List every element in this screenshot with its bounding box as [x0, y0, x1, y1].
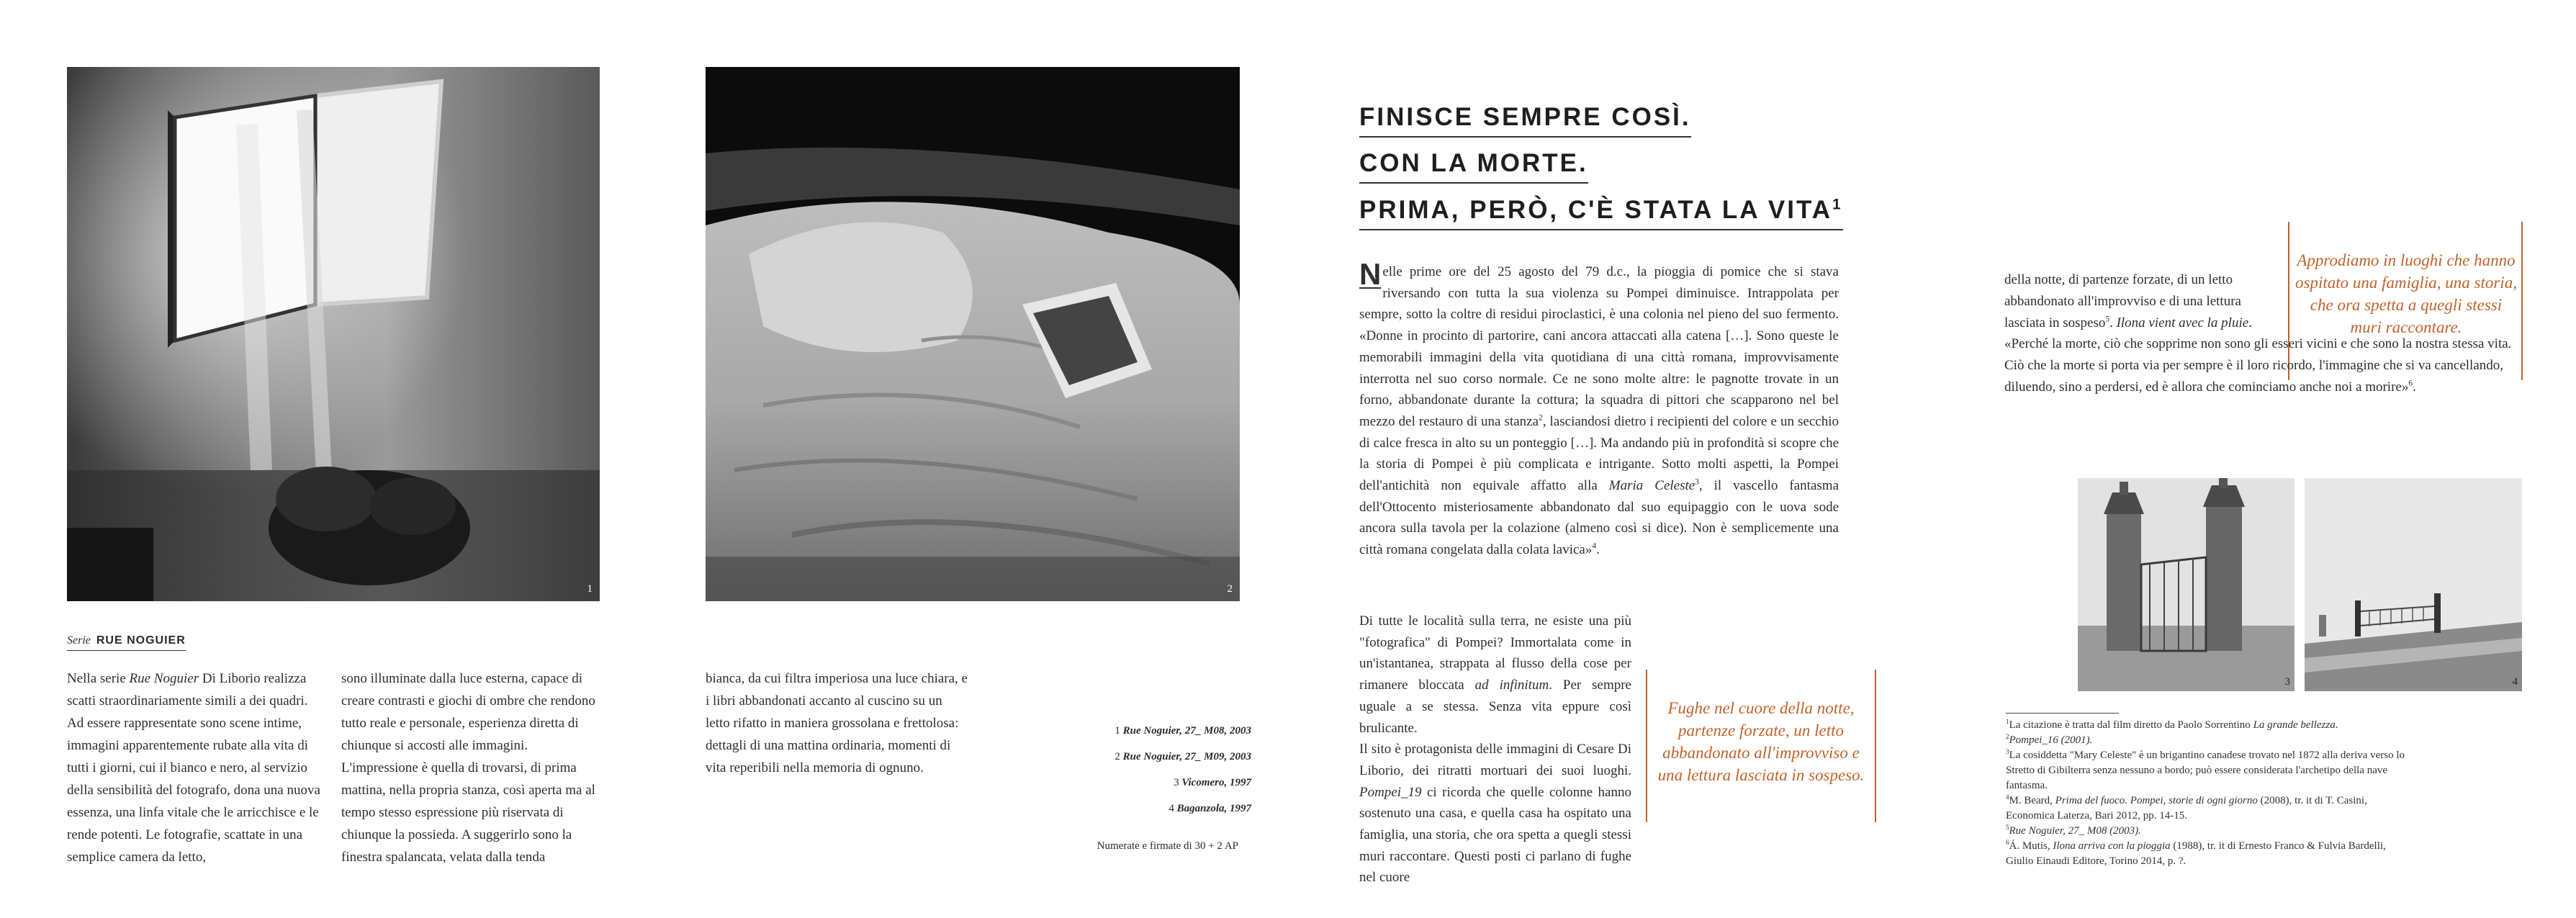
series-label	[67, 634, 186, 651]
text-run: .	[2109, 315, 2117, 330]
text-run: «Perché la morte, ciò che sopprime non sono gli esseri vicini e che sono la nostra stessa vita. Ciò che la morte si porta via per sempre è il loro ricordo, l'immagine che si va cancellando, diluendo, sino a perdersi, ed è allora che cominciamo anche noi a morire»	[2004, 336, 2512, 395]
text-run: Á. Mutis,	[2009, 840, 2053, 852]
text-run: La cosiddetta "Mary Celeste" è un brigantino canadese trovato nel 1872 alla deriva verso lo Stretto di Gibilterra senza nessuno a bordo; può essere considerata l'archetipo della nave fantasma.	[2006, 750, 2405, 791]
caption-num: 4	[1168, 803, 1174, 814]
caption-line	[1114, 796, 1251, 822]
caption-num: 3	[1174, 777, 1179, 788]
article-quote-paragraph	[2004, 333, 2516, 397]
text-run: M. Beard,	[2009, 795, 2055, 806]
headline-line-2: CON LA MORTE.	[1359, 149, 1588, 184]
text-run: ci ricorda che quelle colonne hanno sostenuto una casa, e quella casa ha ospitato una famiglia, una storia, che ora spetta a quegli stessi muri raccontare. Questi posti ci parlano di fughe nel cuore	[1359, 784, 1631, 886]
caption-title: Vicomero	[1181, 777, 1225, 788]
text-column-1	[67, 667, 324, 868]
photo-bed	[706, 67, 1240, 601]
caption-num: 2	[1114, 751, 1120, 762]
caption-num: 1	[1114, 725, 1120, 737]
series-name: RUE NOGUIER	[96, 634, 186, 647]
text-run: , il vascello fantasma dell'Ottocento misteriosamente abbandonato dal suo equipaggio con le uova sode ancora sulla tavola per la colazione (almeno così si dice). Non è semplicemente una città romana congelata dalla colata lavica»	[1359, 478, 1839, 558]
footnote-6: $^6$Á. Mutis, Ilona arriva con la pioggia (1988), tr. it di Ernesto Franco & Fulvia Bardelli, Giulio Einaudi Editore, Torino 2014, p. ?.	[2006, 839, 2386, 867]
caption-year: , 2003	[1224, 725, 1251, 737]
pull-quote-2: Approdiamo in luoghi che hanno ospitato una famiglia, una storia, che ora spetta a quegli stessi muri raccontare.	[2295, 251, 2517, 336]
photo-gate-road	[2305, 478, 2522, 691]
quote-rule	[1646, 670, 1647, 822]
caption-year: , 1997	[1224, 777, 1251, 788]
caption-year: , 1997	[1224, 803, 1251, 814]
text-run: , lasciandosi dietro i recipienti del colore e un secchio di calce fresca in alto su un ponteggio […]. Ma andando più in profondità si scopre che la storia di Pompei è più complicata e intrigante. Sotto molti aspetti, la Pompei dell'antichità non equivale affatto alla	[1359, 413, 1839, 494]
text-emphasis: Ilona arriva con la pioggia	[2053, 840, 2171, 852]
text-run: della notte, di partenze forzate, di un letto abbandonato all'improvviso e di una lettura lasciata in sospeso	[2004, 272, 2241, 330]
text-emphasis: La grande bellezza	[2253, 719, 2336, 731]
pull-quote-1: Fughe nel cuore della notte, partenze forzate, un letto abbandonato all'improvviso e una lettura lasciata in sospeso.	[1657, 699, 1865, 784]
quote-rule	[1875, 670, 1876, 822]
text-emphasis: Maria Celeste	[1608, 478, 1695, 494]
text-run: Il sito è protagonista delle immagini di Cesare Di Liborio, dei ritratti mortuari dei suoi luoghi.	[1359, 742, 1631, 778]
photo-number: 3	[2284, 676, 2290, 688]
text-run: .	[2413, 379, 2416, 395]
footnote-ref: 1	[1832, 196, 1843, 213]
text-run: Nella serie	[67, 671, 130, 686]
headline-line-1: FINISCE SEMPRE COSÌ.	[1359, 103, 1691, 138]
footnote-3: $^3$La cosiddetta "Mary Celeste" è un brigantino canadese trovato nel 1872 alla deriva verso lo Stretto di Gibilterra senza nessuno a bordo; può essere considerata l'archetipo della nave fantasma.	[2006, 748, 2405, 791]
footnote-2: $^2$Pompei_16 (2001).	[2006, 733, 2093, 746]
text-run: . Per sempre uguale a se stessa. Senza vita eppure così brulicante.	[1359, 678, 1631, 736]
text-run: (2008), tr. it di T. Casini, Economica Laterza, Bari 2012, pp. 14-15.	[2006, 795, 2367, 822]
footnotes	[2006, 718, 2413, 869]
caption-title: Rue Noguier, 27_ M09	[1122, 751, 1225, 762]
text-emphasis: Pompei_19	[1359, 784, 1422, 800]
text-emphasis: Prima del fuoco. Pompei, storie di ogni giorno	[2055, 795, 2258, 806]
text-column-2	[341, 667, 600, 868]
article-paragraph-2	[1359, 611, 1631, 888]
text-emphasis: Rue Noguier	[129, 671, 199, 686]
article-column	[1359, 257, 1839, 561]
footnote-1: $^1$La citazione è tratta dal film diretto da Paolo Sorrentino La grande bellezza.	[2006, 718, 2338, 731]
footnote-ref: 6	[2408, 379, 2413, 388]
footnote-ref: 4	[1592, 541, 1597, 551]
photo-number: 1	[587, 583, 593, 595]
caption-line	[1114, 770, 1251, 796]
text-run: .	[1596, 542, 1600, 558]
text-run: (1988), tr. it di Ernesto Franco & Fulvia Bardelli, Giulio Einaudi Editore, Torino 2014, p. ?.	[2006, 840, 2386, 867]
caption-title: Rue Noguier, 27_ M08	[1122, 725, 1225, 737]
headline-text: PRIMA, PERÒ, C'È STATA LA VITA	[1359, 196, 1833, 224]
footnote-ref: 5	[2105, 315, 2110, 324]
photo-number: 4	[2512, 676, 2518, 688]
text-run: elle prime ore del 25 agosto del 79 d.c., la pioggia di pomice che si stava riversando con tutta la sua violenza su Pompei diminuisce. Intrappolata per sempre, sotto la coltre di residui piroclastici, è una colonia nel pieno del suo fermento. «Donne in procinto di partorire, cani ancora attaccati alla catena […]. Sono queste le memorabili immagini della vita quotidiana di una città romana, improvvisamente interrotta nel suo corso normale. Ce ne sono molte altre: le pagnotte trovate in un forno, abbandonate durante la cottura; la squadra di pittori che scapparono nel bel mezzo del restauro di una stanza	[1359, 264, 1839, 429]
headline-line-3	[1359, 196, 1843, 230]
photo-number: 2	[1227, 583, 1233, 595]
footnote-rule	[2006, 713, 2119, 714]
caption-year: , 2003	[1224, 751, 1251, 762]
text-run: Di tutte le località sulla terra, ne esiste una più "fotografica" di Pompei? Immortalata come in un'istantanea, strappata al flusso della cose per rimanere bloccata	[1359, 613, 1631, 693]
text-run: La citazione è tratta dal film diretto da Paolo Sorrentino	[2009, 719, 2253, 731]
footnote-4: $^4$M. Beard, Prima del fuoco. Pompei, storie di ogni giorno (2008), tr. it di T. Casini, Economica Laterza, Bari 2012, pp. 14-15.	[2006, 793, 2367, 822]
footnote-ref: 3	[1695, 477, 1699, 487]
edition-note: Numerate e firmate di 30 + 2 AP	[1096, 840, 1238, 852]
photo-gate-pillars	[2078, 478, 2294, 691]
footnote-5: $^5$Rue Noguier, 27_ M08 (2003).	[2006, 824, 2141, 837]
text-run: .	[2335, 719, 2338, 731]
text-run: sono illuminate dalla luce esterna, capace di creare contrasti e giochi di ombre che rendono tutto reale e personale, esperienza diretta di chiunque si accosti alle immagini. L'impressione è quella di trovarsi, di prima mattina, nella propria stanza, così aperta ma al tempo stesso espressione più riservata di chiunque la possieda. A suggerirlo sono la finestra spalancata, velata dalla tenda	[341, 671, 595, 865]
caption-line	[1114, 744, 1251, 770]
caption-line	[1114, 718, 1251, 744]
text-emphasis: Rue Noguier, 27_ M08 (2003).	[2009, 825, 2141, 837]
quote-rule	[2521, 222, 2523, 380]
photo-captions	[1114, 718, 1251, 822]
article-paragraph-1	[1359, 257, 1839, 561]
drop-cap: N	[1359, 257, 1382, 291]
text-run: .	[2248, 315, 2252, 330]
text-run: Di Liborio realizza scatti straordinariamente simili a dei quadri. Ad essere rappresentate sono scene intime, immagini apparentemente rubate alla vita di tutti i giorni, cui il bianco e nero, al servizio della sensibilità del fotografo, dona una nuova essenza, una linfa vitale che le arricchisce e le rende potenti. Le fotografie, scattate in una semplice camera da letto,	[67, 671, 320, 865]
series-prefix: Serie	[67, 634, 91, 647]
photo-window	[67, 67, 600, 601]
footnote-ref: 2	[1539, 413, 1543, 423]
text-emphasis: Pompei_16 (2001).	[2009, 734, 2093, 746]
text-emphasis: ad infinitum	[1474, 678, 1549, 693]
text-emphasis: Ilona vient avec la pluie	[2116, 315, 2249, 330]
text-column-3	[706, 667, 968, 779]
caption-title: Baganzola	[1176, 803, 1225, 814]
text-run: bianca, da cui filtra imperiosa una luce chiara, e i libri abbandonati accanto al cuscino su un letto rifatto in maniera grossolana e frettolosa: dettagli di una mattina ordinaria, momenti di vita reperibili nella memoria di ognuno.	[706, 671, 968, 775]
article-paragraph-3	[1359, 739, 1631, 888]
